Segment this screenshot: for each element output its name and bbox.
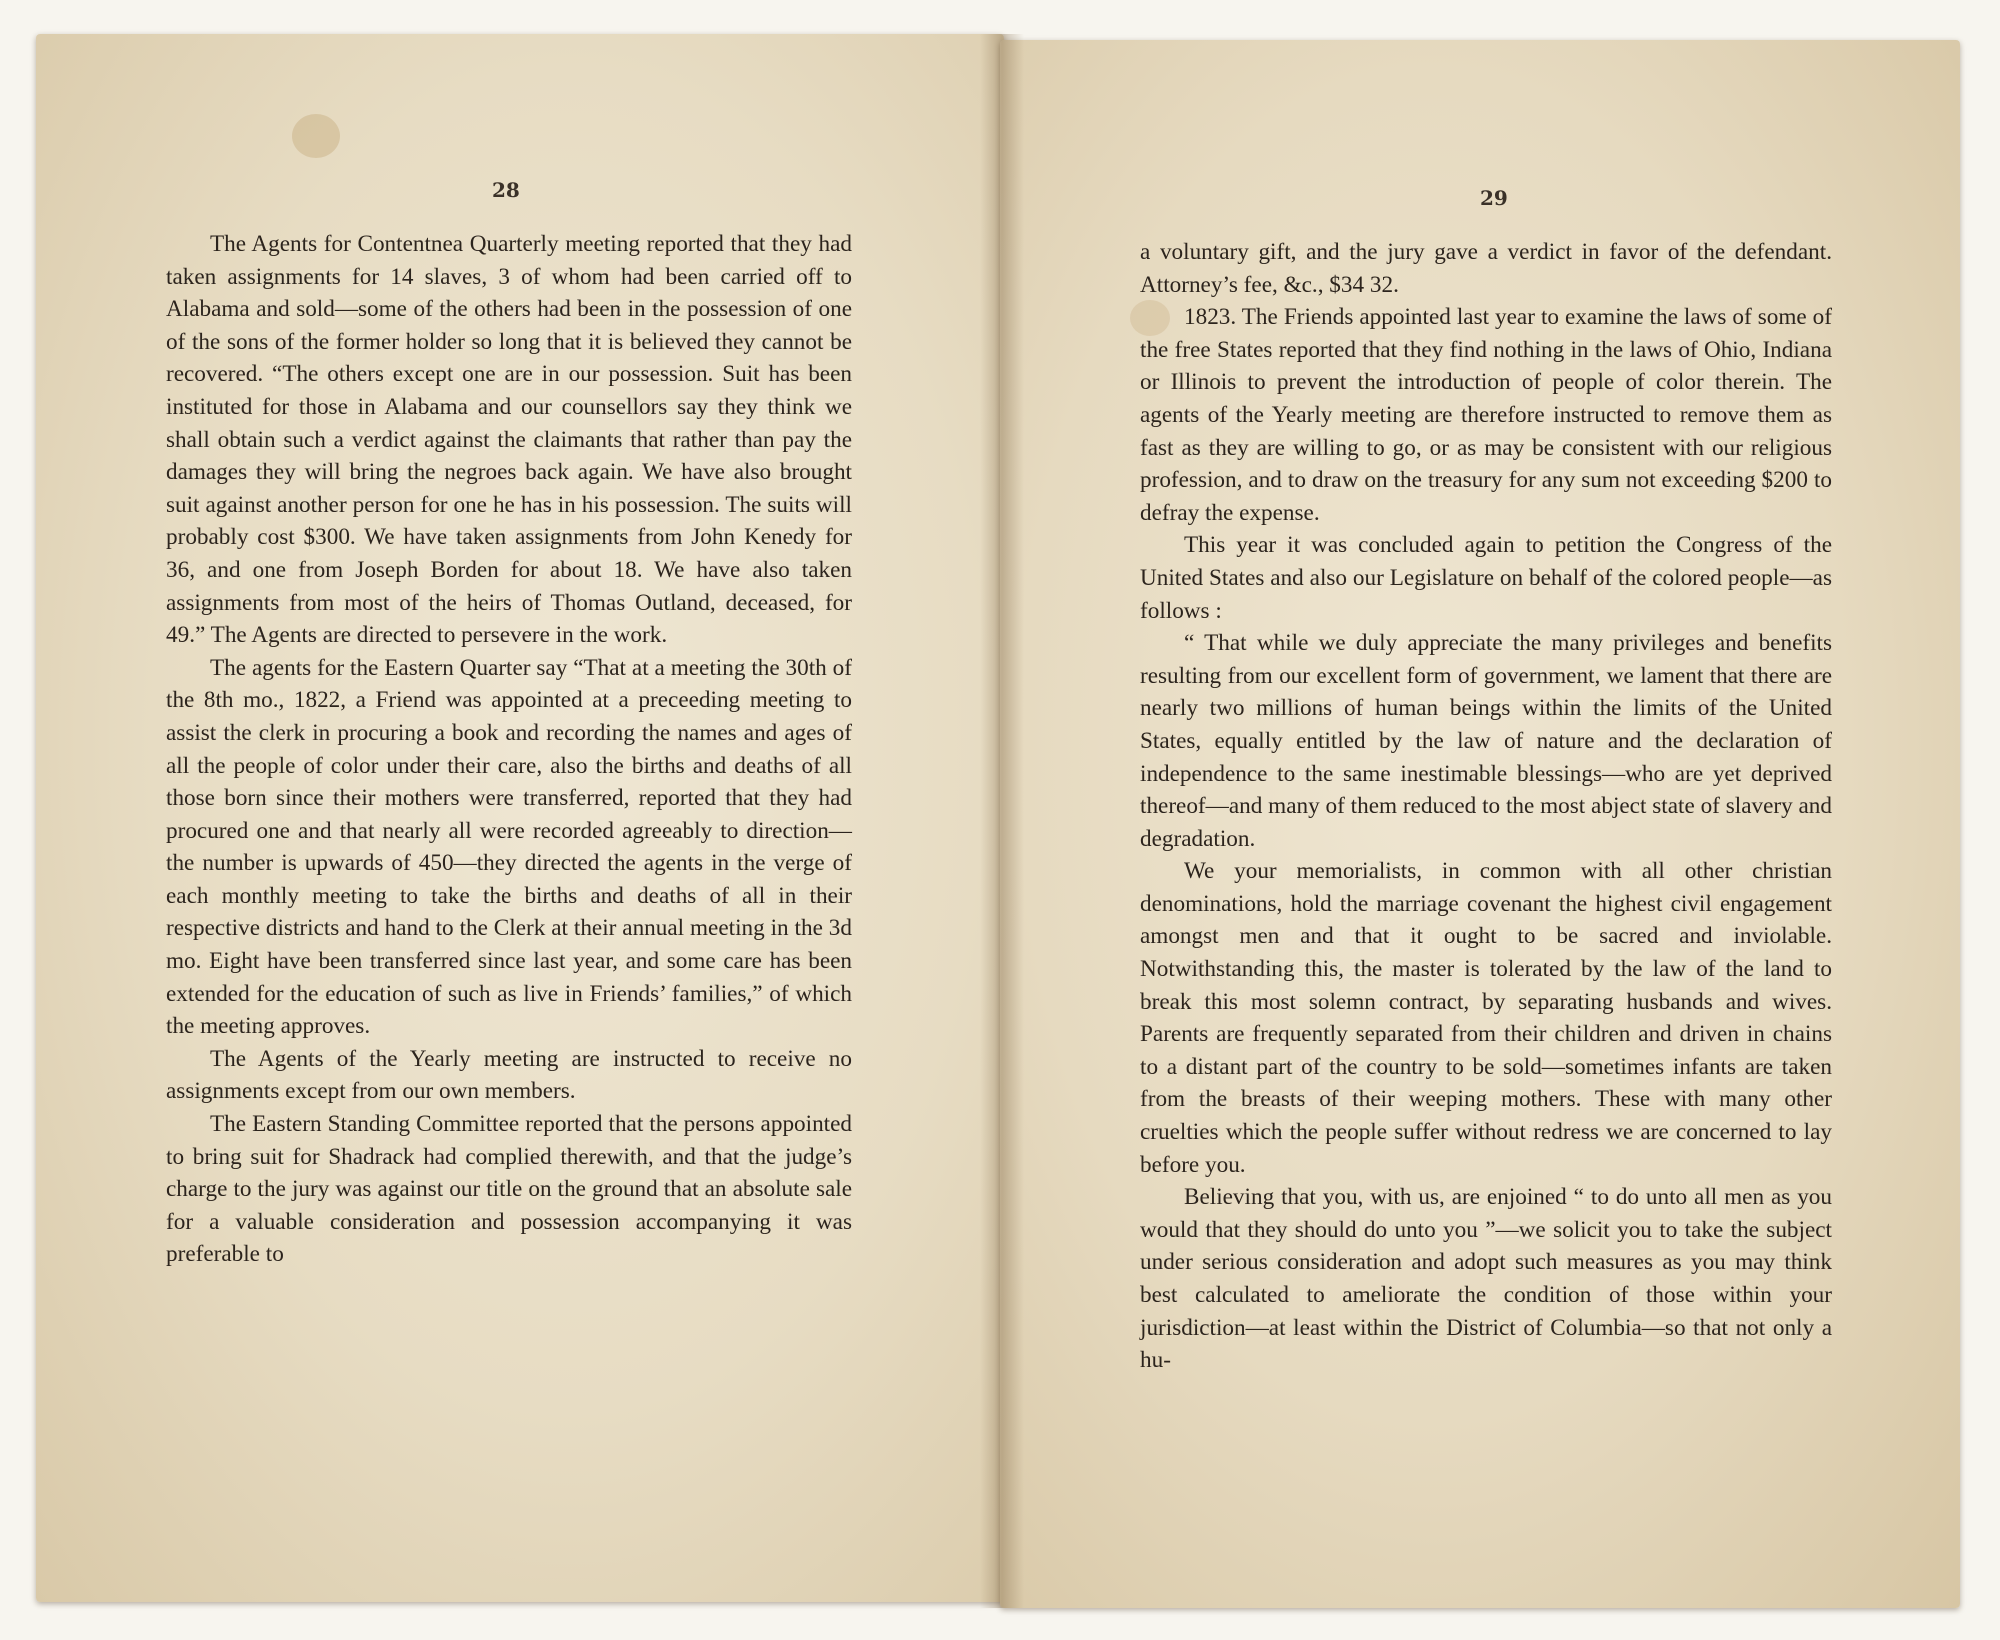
paragraph: 1823. The Friends appointed last year to examine the laws of some of the free States reported that they find nothing in the laws of Ohio, Indiana or Illinois to prevent the introduction of people of color therein. The agents of the Yearly meeting are therefore instructed to remove them as fast as they are willing to go, or as may be consistent with our religious profession, and to draw on the treasury for any sum not exceeding $200 to defray the expense. (1140, 304, 1832, 526)
paragraph: Believing that you, with us, are enjoined “ to do unto all men as you would that they should do unto you ”—we solicit you to take the subject under serious consideration and adopt such measures as you may think best calculated to ameliorate the condition of those within your jurisdiction—at least within the District of Columbia—so that not only a hu- (1140, 1184, 1832, 1374)
paragraph: The Agents for Contentnea Quarterly meeting reported that they had taken assignments for 14 slaves, 3 of whom had been carried off to Alabama and sold—some of the others had been in the possession of one of the sons of the former holder so long that it is believed they cannot be recovered. “The others except one are in our possession. Suit has been instituted for those in Alabama and our counsellors say they think we shall obtain such a verdict against the claimants that rather than pay the damages they will bring the negroes back again. We have also brought suit against another person for one he has in his possession. The suits will probably cost $300. We have taken assignments from John Kenedy for 36, and one from Joseph Borden for about 18. We have also taken assignments from most of the heirs of Thomas Outland, deceased, for 49.” The Agents are directed to persevere in the work. (166, 231, 852, 649)
paragraph: “ That while we duly appreciate the many privileges and benefits resulting from our excellent form of government, we lament that there are nearly two millions of human beings within the limits of the United States, equally entitled by the law of nature and the declaration of independence to the same inestimable blessings—who are yet deprived thereof—and many of them reduced to the most abject state of slavery and degradation. (1140, 630, 1832, 852)
left-page-number: 28 (492, 178, 520, 202)
paper-stain (292, 114, 340, 158)
right-page-text (1140, 236, 1832, 1377)
paragraph: The Agents of the Yearly meeting are instructed to receive no assignments except from our own members. (166, 1045, 852, 1105)
book-gutter (980, 34, 1024, 1608)
right-page-number: 29 (1480, 186, 1508, 210)
paragraph: The agents for the Eastern Quarter say “That at a meeting the 30th of the 8th mo., 1822, a Friend was appointed at a preceeding meeting to assist the clerk in procuring a book and recording the names and ages of all the people of color under their care, also the births and deaths of all those born since their mothers were transferred, reported that they had procured one and that nearly all were recorded agreeably to direction—the number is upwards of 450—they directed the agents in the verge of each monthly meeting to take the births and deaths of all in their respective districts and hand to the Clerk at their annual meeting in the 3d mo. Eight have been transferred since last year, and some care has been extended for the education of such as live in Friends’ families,” of which the meeting approves. (166, 654, 852, 1040)
left-page-text (166, 228, 852, 1271)
continuation-paragraph: a voluntary gift, and the jury gave a verdict in favor of the defendant. Attorney’s fee, &c., $34 32. (1140, 239, 1832, 298)
paragraph: We your memorialists, in common with all other christian denominations, hold the marriage covenant the highest civil engagement amongst men and that it ought to be sacred and inviolable. Notwithstanding this, the master is tolerated by the law of the land to break this most solemn contract, by separating husbands and wives. Parents are frequently separated from their children and driven in chains to a distant part of the country to be sold—sometimes infants are taken from the breasts of their weeping mothers. These with many other cruelties which the people suffer without redress we are concerned to lay before you. (1140, 858, 1832, 1178)
paragraph: This year it was concluded again to petition the Congress of the United States and also our Legislature on behalf of the colored people—as follows : (1140, 532, 1832, 624)
paragraph: The Eastern Standing Committee reported that the persons appointed to bring suit for Shadrack had complied therewith, and that the judge’s charge to the jury was against our title on the ground that an absolute sale for a valuable consideration and possession accompanying it was preferable to (166, 1111, 852, 1268)
